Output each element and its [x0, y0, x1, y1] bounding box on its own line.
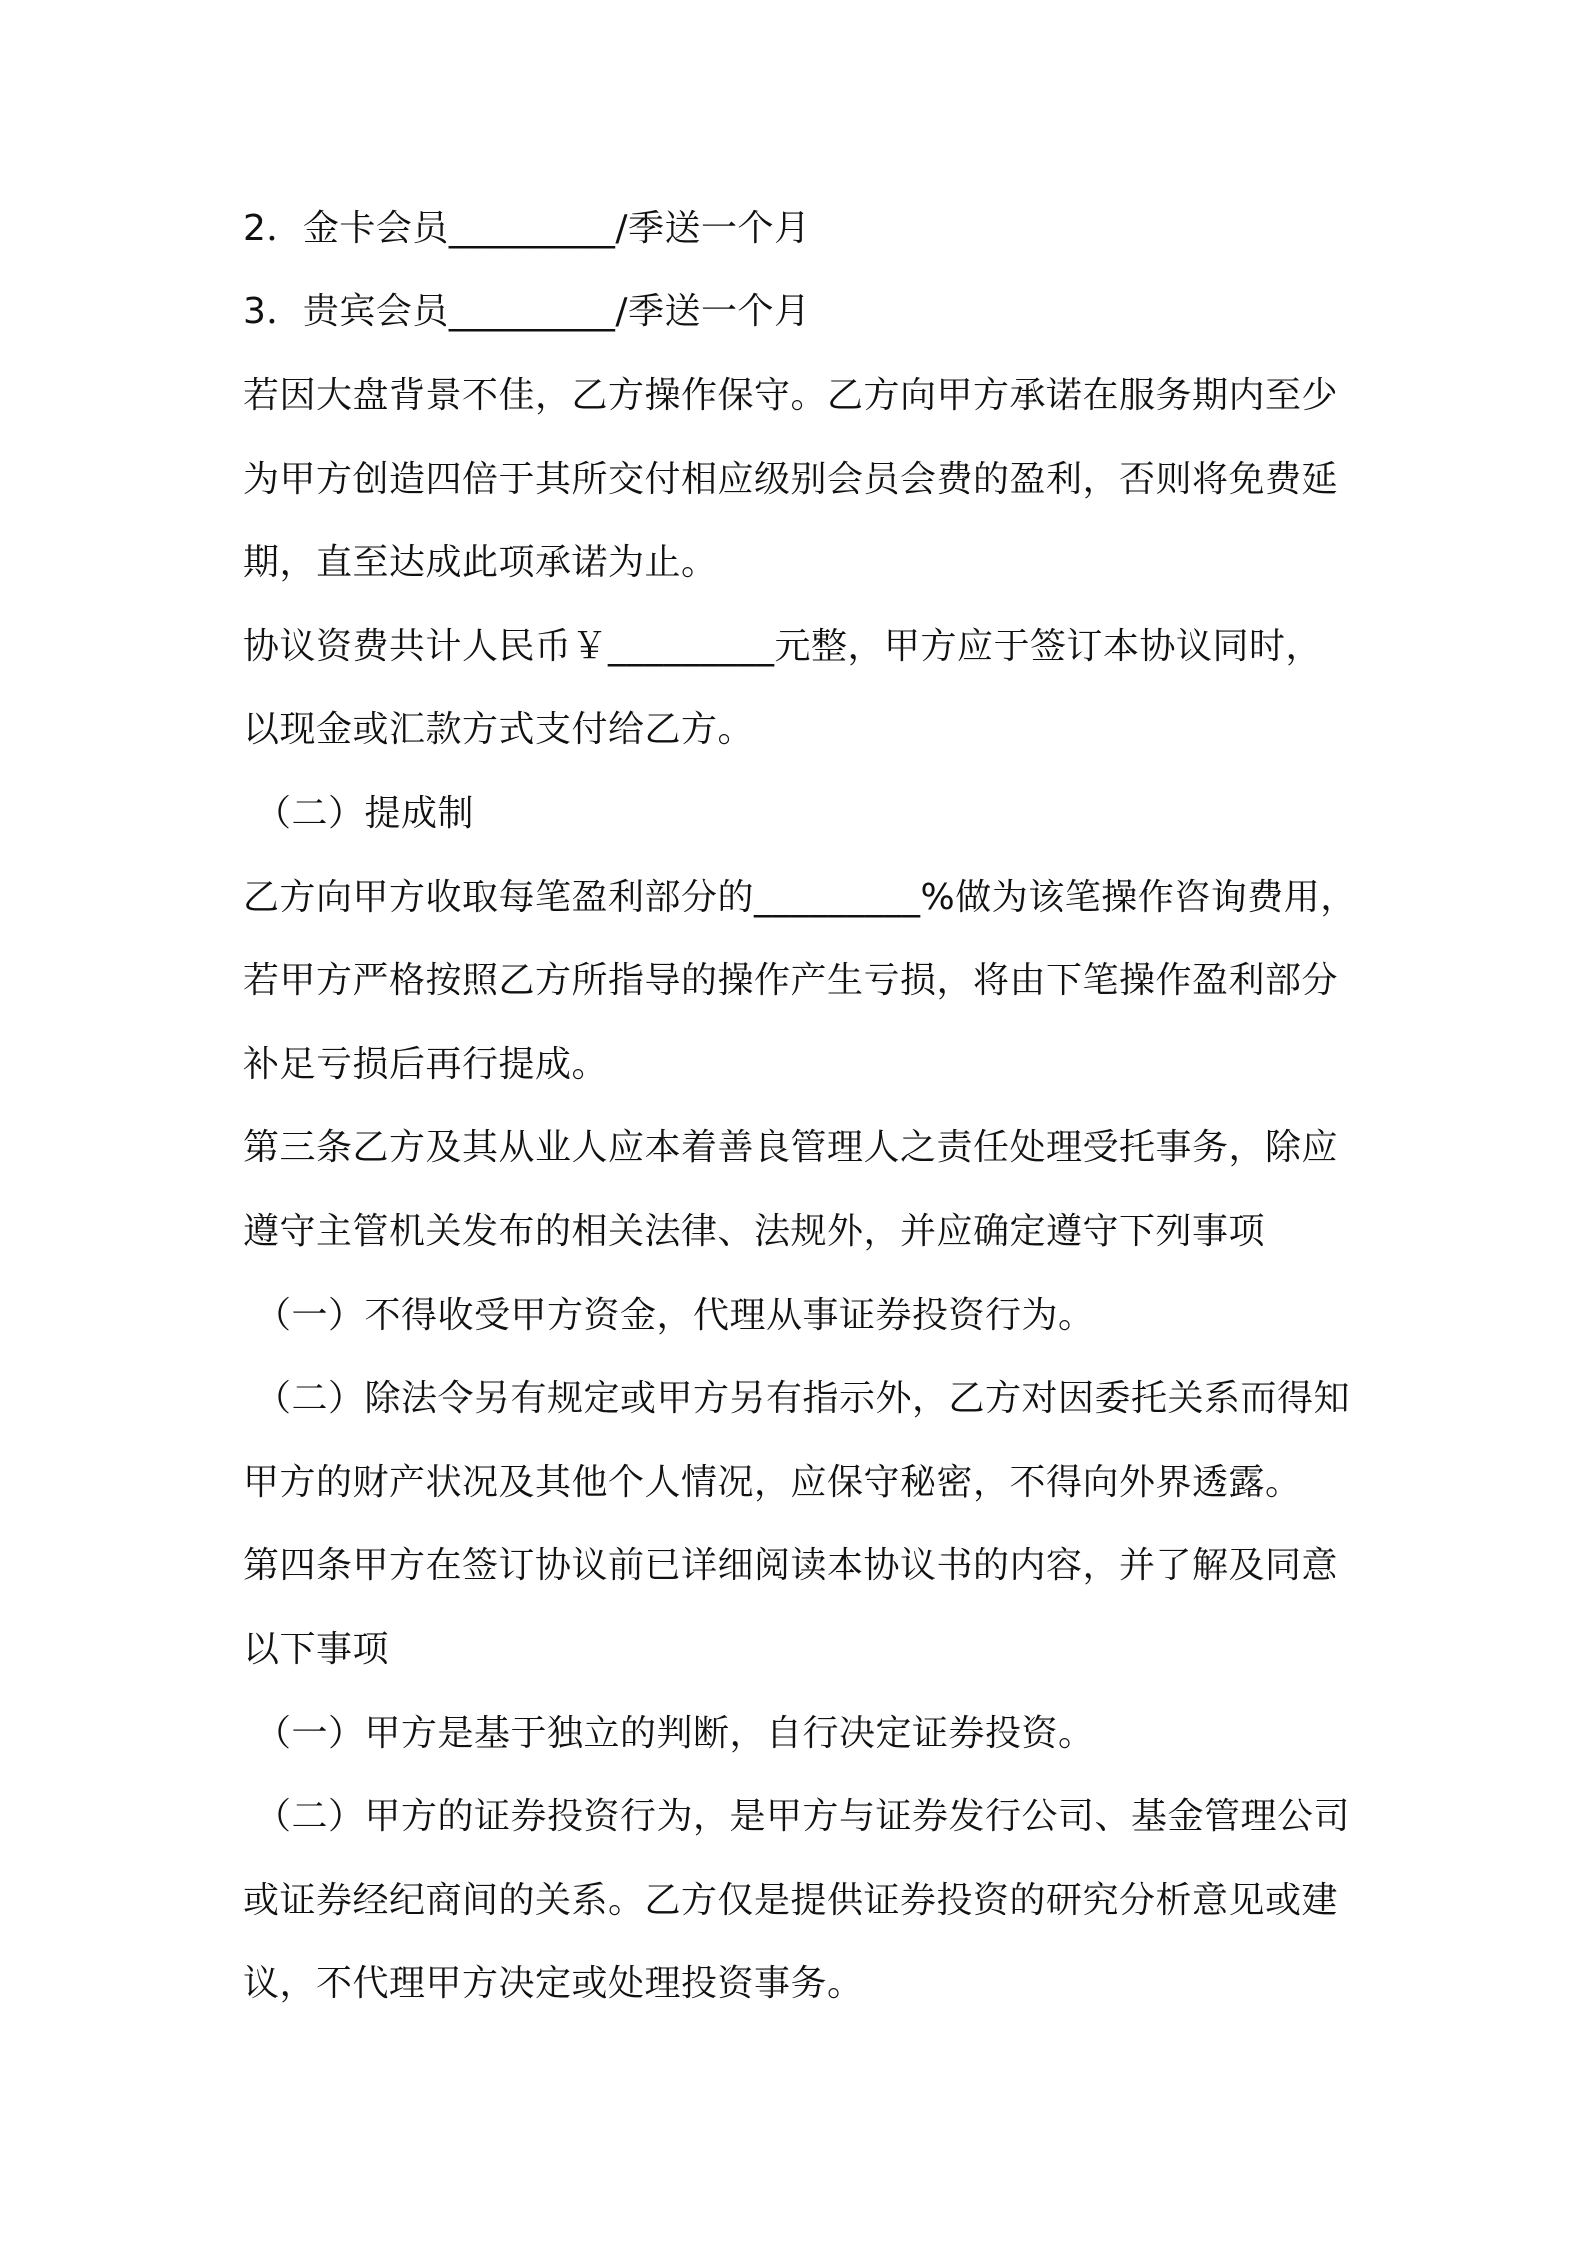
- text-line-2: 3．贵宾会员_________/季送一个月: [243, 291, 811, 332]
- text-line-13: 遵守主管机关发布的相关法律、法规外，并应确定遵守下列事项: [243, 1211, 1266, 1252]
- text-line-16: 甲方的财产状况及其他个人情况，应保守秘密，不得向外界透露。: [243, 1462, 1302, 1503]
- text-line-11: 补足亏损后再行提成。: [243, 1044, 609, 1085]
- text-line-1: 2．金卡会员_________/季送一个月: [243, 208, 811, 249]
- text-line-19: （一）甲方是基于独立的判断，自行决定证券投资。: [255, 1713, 1095, 1754]
- text-line-20: （二）甲方的证券投资行为，是甲方与证券发行公司、基金管理公司: [255, 1796, 1351, 1837]
- text-line-10: 若甲方严格按照乙方所指导的操作产生亏损，将由下笔操作盈利部分: [243, 960, 1339, 1001]
- text-line-22: 议，不代理甲方决定或处理投资事务。: [243, 1963, 864, 2004]
- text-line-6: 协议资费共计人民币￥_________元整，甲方应于签订本协议同时，: [243, 626, 1323, 667]
- text-line-3: 若因大盘背景不佳，乙方操作保守。乙方向甲方承诺在服务期内至少: [243, 375, 1339, 416]
- text-line-4: 为甲方创造四倍于其所交付相应级别会员会费的盈利，否则将免费延: [243, 459, 1339, 500]
- text-line-21: 或证券经纪商间的关系。乙方仅是提供证券投资的研究分析意见或建: [243, 1880, 1339, 1921]
- text-line-15: （二）除法令另有规定或甲方另有指示外，乙方对因委托关系而得知: [255, 1378, 1351, 1419]
- text-line-18: 以下事项: [243, 1629, 390, 1670]
- text-line-14: （一）不得收受甲方资金，代理从事证券投资行为。: [255, 1295, 1095, 1336]
- text-line-12: 第三条乙方及其从业人应本着善良管理人之责任处理受托事务，除应: [243, 1127, 1339, 1168]
- text-line-9: 乙方向甲方收取每笔盈利部分的_________%做为该笔操作咨询费用，: [243, 877, 1357, 918]
- text-line-5: 期，直至达成此项承诺为止。: [243, 542, 718, 583]
- section-heading: （二）提成制: [255, 793, 475, 834]
- text-line-7: 以现金或汇款方式支付给乙方。: [243, 709, 755, 750]
- text-line-17: 第四条甲方在签订协议前已详细阅读本协议书的内容，并了解及同意: [243, 1545, 1339, 1586]
